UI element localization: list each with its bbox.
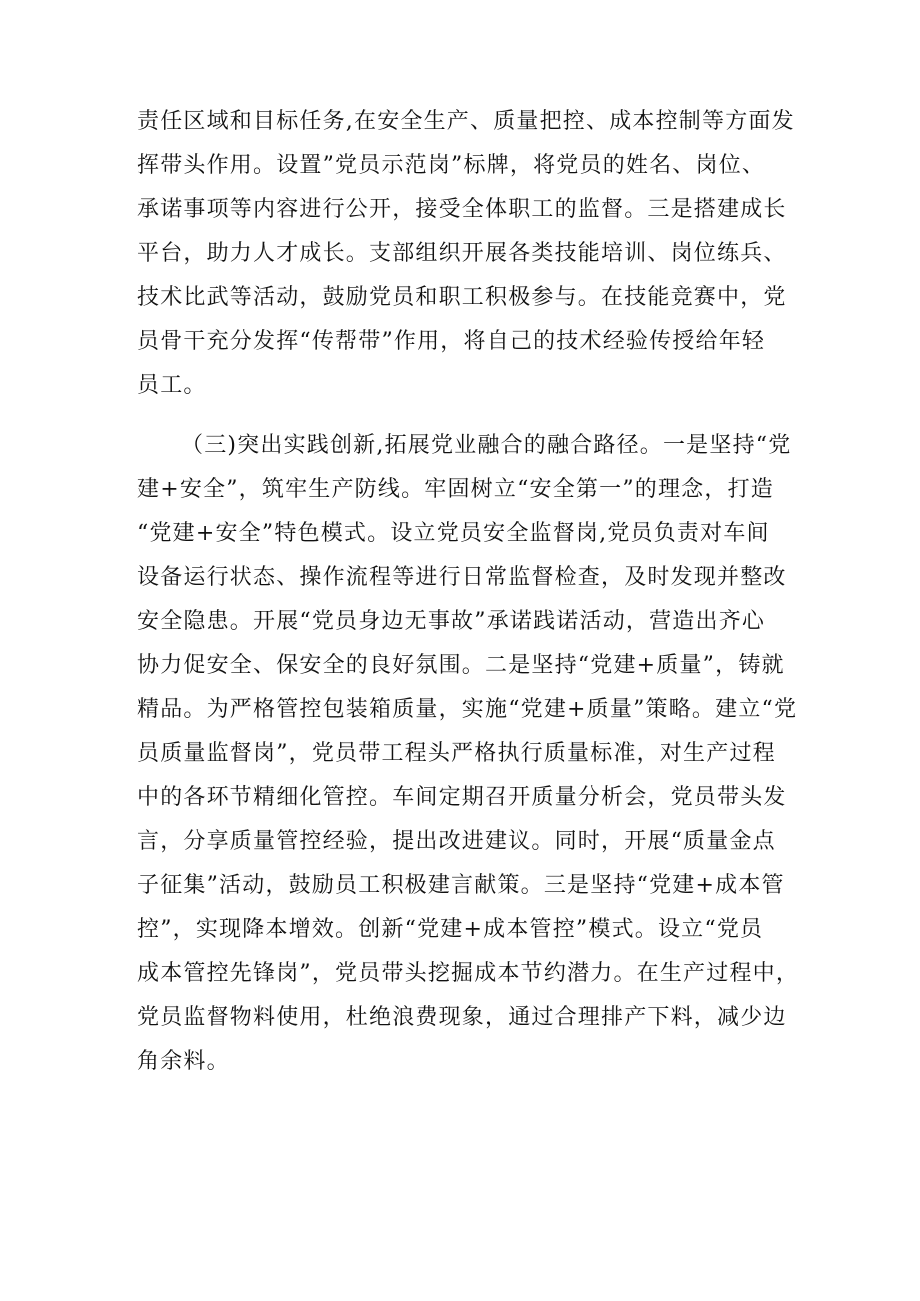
text-line: 党员监督物料使用，杜绝浪费现象，通过合理排产下料，减少边	[137, 1005, 787, 1030]
text-line: 责任区域和目标任务,在安全生产、质量把控、成本控制等方面发	[137, 109, 795, 134]
text-line: 控”，实现降本增效。创新“党建+成本管控”模式。设立“党员	[137, 917, 764, 942]
text-line: 精品。为严格管控包装箱质量，实施“党建+质量”策略。建立“党	[137, 697, 798, 722]
text-line: 建+安全”，筑牢生产防线。牢固树立“安全第一”的理念，打造	[137, 477, 774, 502]
text-line: 子征集”活动，鼓励员工积极建言献策。三是坚持“党建+成本管	[137, 873, 785, 898]
text-line: 言，分享质量管控经验，提出改进建议。同时，开展“质量金点	[137, 829, 776, 854]
paragraph-spacing	[137, 408, 797, 424]
text-line: “党建+安全”特色模式。设立党员安全监督岗,党员负责对车间	[137, 521, 770, 546]
text-line: 设备运行状态、操作流程等进行日常监督检查，及时发现并整改	[137, 565, 787, 590]
text-line: 中的各环节精细化管控。车间定期召开质量分析会，党员带头发	[137, 785, 787, 810]
text-line: 挥带头作用。设置”党员示范岗”标牌，将党员的姓名、岗位、	[137, 153, 766, 178]
text-line: 平台，助力人才成长。支部组织开展各类技能培训、岗位练兵、	[137, 241, 787, 266]
text-line: 安全隐患。开展“党员身边无事故”承诺践诺活动，营造出齐心	[137, 609, 766, 634]
paragraph-2	[137, 424, 800, 1084]
paragraph-1	[137, 100, 797, 408]
text-line: 员质量监督岗”，党员带工程头严格执行质量标准，对生产过程	[137, 741, 776, 766]
text-line: 员工。	[137, 373, 207, 398]
text-line: （三)突出实践创新,拓展党业融合的融合路径。一是坚持“党	[181, 433, 792, 458]
document-body	[137, 100, 800, 1084]
text-line: 成本管控先锋岗”，党员带头挖掘成本节约潜力。在生产过程中，	[137, 961, 800, 986]
text-line: 承诺事项等内容进行公开，接受全体职工的监督。三是搭建成长	[137, 197, 787, 222]
text-line: 协力促安全、保安全的良好氛围。二是坚持“党建+质量”，铸就	[137, 653, 785, 678]
text-line: 技术比武等活动，鼓励党员和职工积极参与。在技能竞赛中，党	[137, 285, 787, 310]
text-line: 角余料。	[137, 1049, 230, 1074]
text-line: 员骨干充分发挥“传帮带”作用，将自己的技术经验传授给年轻	[137, 329, 766, 354]
